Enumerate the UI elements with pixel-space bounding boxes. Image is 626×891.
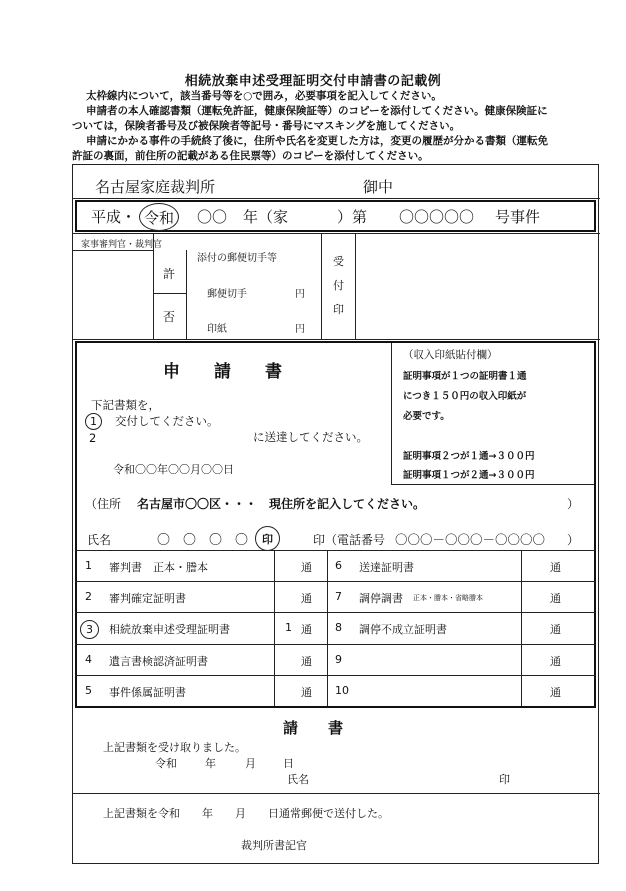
deny-label: 否 (163, 310, 176, 324)
received-char-2: 付 (333, 279, 344, 292)
note-line-1: 太枠線内について，該当番号等を○で囲み，必要事項を記入してください。 (86, 90, 442, 102)
stamps-heading: 添付の郵便切手等 (197, 253, 277, 264)
revenue-example-2: 証明事項１つが２通→３００円 (403, 470, 535, 481)
application-intro: 下記書類を， (91, 398, 160, 412)
application-form (72, 164, 599, 864)
receipt-seal: 印 (499, 773, 510, 786)
item-7-unit: 通 (550, 592, 561, 605)
case-era-heisei: 平成・ (91, 208, 137, 226)
note-line-3: ついては，保険者番号及び被保険者等記号・番号にマスキングを施してください。 (72, 120, 461, 132)
option-1-circled: 1 (85, 413, 102, 430)
case-era-reiwa-circled: 令和 (139, 203, 179, 231)
stamp-yen: 円 (295, 324, 305, 335)
address-open: （住所 (85, 497, 122, 511)
receipt-month: 月 (245, 757, 256, 770)
clerk-label: 裁判所書記官 (241, 839, 307, 852)
received-char-3: 印 (333, 303, 344, 316)
item-2-unit: 通 (301, 592, 312, 605)
revenue-example-1: 証明事項２つが１通→３００円 (403, 451, 535, 462)
item-3-label: 相続放棄申述受理証明書 (109, 623, 230, 636)
item-5-label: 事件係属証明書 (109, 686, 186, 699)
item-1-label: 審判書 正本・謄本 (109, 561, 208, 574)
address-value: 名古屋市〇〇区・・・ 現住所を記入してください。 (137, 497, 426, 511)
item-4-label: 遺言書検認済証明書 (109, 655, 208, 668)
note-line-2: 申請者の本人確認書類（運転免許証，健康保険証等）のコピーを添付してください。健康保険証に (86, 105, 548, 117)
receipt-line-1: 上記書類を受け取りました。 (103, 741, 246, 754)
case-year: 〇〇 (197, 208, 228, 226)
phone-close: ） (567, 533, 580, 547)
stamp-label: 印紙 (207, 324, 227, 335)
item-3-count: 1 (285, 621, 292, 634)
item-7-sublabel: 正本・謄本・省略謄本 (413, 594, 483, 602)
item-10-number: 10 (335, 684, 349, 697)
revenue-line-1: 証明事項が１つの証明書１通 (403, 371, 527, 382)
option-2-label: に送達してください。 (253, 430, 368, 444)
item-6-unit: 通 (550, 561, 561, 574)
item-4-unit: 通 (301, 655, 312, 668)
item-5-unit: 通 (301, 686, 312, 699)
item-6-label: 送達証明書 (359, 561, 414, 574)
item-5-number: 5 (85, 684, 92, 697)
phone-value: 〇〇〇－〇〇〇－〇〇〇〇 (395, 532, 546, 547)
revenue-heading: （収入印紙貼付欄） (403, 349, 498, 361)
case-dai: ）第 (337, 208, 368, 226)
item-2-label: 審判確定証明書 (109, 592, 186, 605)
permit-label: 許 (163, 267, 176, 281)
applicant-name-label: 氏名 (87, 533, 112, 547)
application-heading: 申 請 書 (163, 362, 282, 382)
item-10-unit: 通 (550, 686, 561, 699)
application-date: 令和〇〇年〇〇月〇〇日 (113, 463, 234, 476)
applicant-seal-circle: 印 (255, 526, 280, 551)
item-7-number: 7 (335, 590, 342, 603)
note-line-4: 申請にかかる事件の手続終了後に，住所や氏名を変更した方は，変更の履歴が分かる書類（運転免 (86, 135, 548, 147)
item-6-number: 6 (335, 559, 342, 572)
item-8-label: 調停不成立証明書 (359, 623, 447, 636)
option-1-label: 交付してください。 (115, 414, 219, 428)
receipt-name-label: 氏名 (287, 773, 309, 786)
item-8-unit: 通 (550, 623, 561, 636)
receipt-era: 令和 (155, 757, 177, 770)
receipt-day: 日 (283, 757, 294, 770)
case-number: 〇〇〇〇〇 (399, 208, 475, 226)
postage-label: 郵便切手 (207, 289, 247, 300)
receipt-heading: 請 書 (283, 719, 344, 737)
item-1-number: 1 (85, 559, 92, 572)
item-2-number: 2 (85, 590, 92, 603)
revenue-line-3: 必要です。 (403, 411, 450, 422)
receipt-year: 年 (205, 757, 216, 770)
note-line-5: 許証の裏面，前住所の記載がある住民票等）のコピーを添付してください。 (72, 150, 429, 162)
item-8-number: 8 (335, 621, 342, 634)
item-1-unit: 通 (301, 561, 312, 574)
case-year-label: 年（家 (243, 208, 289, 226)
seal-phone-label: 印（電話番号 (313, 533, 386, 547)
postage-yen: 円 (295, 289, 305, 300)
revenue-line-2: につき１５０円の収入印紙が (403, 391, 527, 402)
officer-label: 家事審判官・裁判官 (81, 240, 163, 250)
item-3-number-circled: 3 (80, 620, 99, 639)
item-9-number: 9 (335, 653, 342, 666)
item-3-unit: 通 (301, 623, 312, 636)
form-title: 相続放棄申述受理証明交付申請書の記載例 (184, 74, 442, 89)
item-9-unit: 通 (550, 655, 561, 668)
option-2-number: 2 (89, 431, 97, 445)
mailing-line: 上記書類を令和 年 月 日通常郵便で送付した。 (103, 807, 389, 820)
received-char-1: 受 (333, 255, 344, 268)
court-honorific: 御中 (363, 178, 394, 196)
item-7-label: 調停調書 (359, 592, 403, 605)
applicant-name-value: 〇 〇 〇 〇 (157, 533, 249, 548)
item-4-number: 4 (85, 653, 92, 666)
court-name: 名古屋家庭裁判所 (95, 178, 216, 196)
address-close: ） (567, 497, 580, 511)
case-suffix: 号事件 (495, 208, 541, 226)
